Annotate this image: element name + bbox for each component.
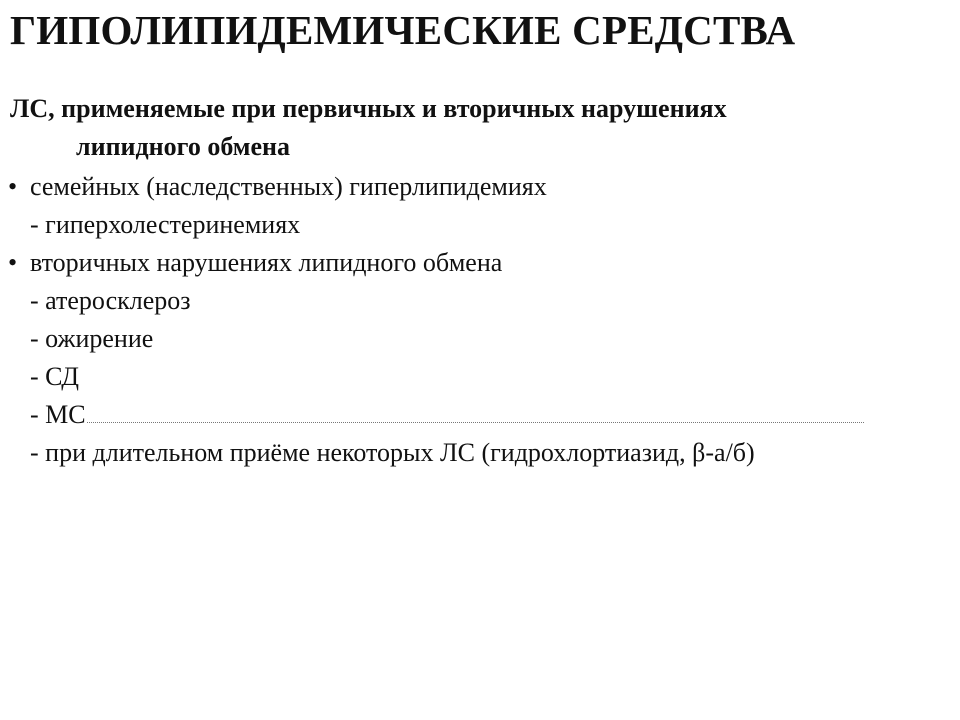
sub-item-metabolic-syndrome-text: - МС: [30, 400, 86, 429]
slide-subtitle: [10, 90, 940, 166]
bullet-icon: •: [8, 172, 18, 201]
dotted-rule: [87, 422, 864, 423]
sub-item-drug-induced: - при длительном приёме некоторых ЛС (гидрохлортиазид, β-а/б): [30, 438, 755, 467]
slide-title: ГИПОЛИПИДЕМИЧЕСКИЕ СРЕДСТВА: [10, 7, 796, 53]
sub-item-metabolic-syndrome: [8, 396, 948, 434]
sub-item-atherosclerosis: - атеросклероз: [30, 286, 191, 315]
bullet-text: вторичных нарушениях липидного обмена: [30, 248, 503, 277]
content-list: [8, 168, 948, 472]
sub-item-diabetes: - СД: [30, 362, 79, 391]
subtitle-line-1: ЛС, применяемые при первичных и вторичных нарушениях: [10, 94, 727, 123]
subtitle-line-2: липидного обмена: [76, 132, 291, 161]
sub-item-obesity: - ожирение: [30, 324, 154, 353]
bullet-item-familial: [8, 168, 948, 206]
sub-item-hypercholesterolemia: - гиперхолестеринемиях: [30, 210, 301, 239]
bullet-item-secondary: [8, 244, 948, 282]
bullet-icon: •: [8, 248, 18, 277]
bullet-text: семейных (наследственных) гиперлипидемиях: [30, 172, 547, 201]
